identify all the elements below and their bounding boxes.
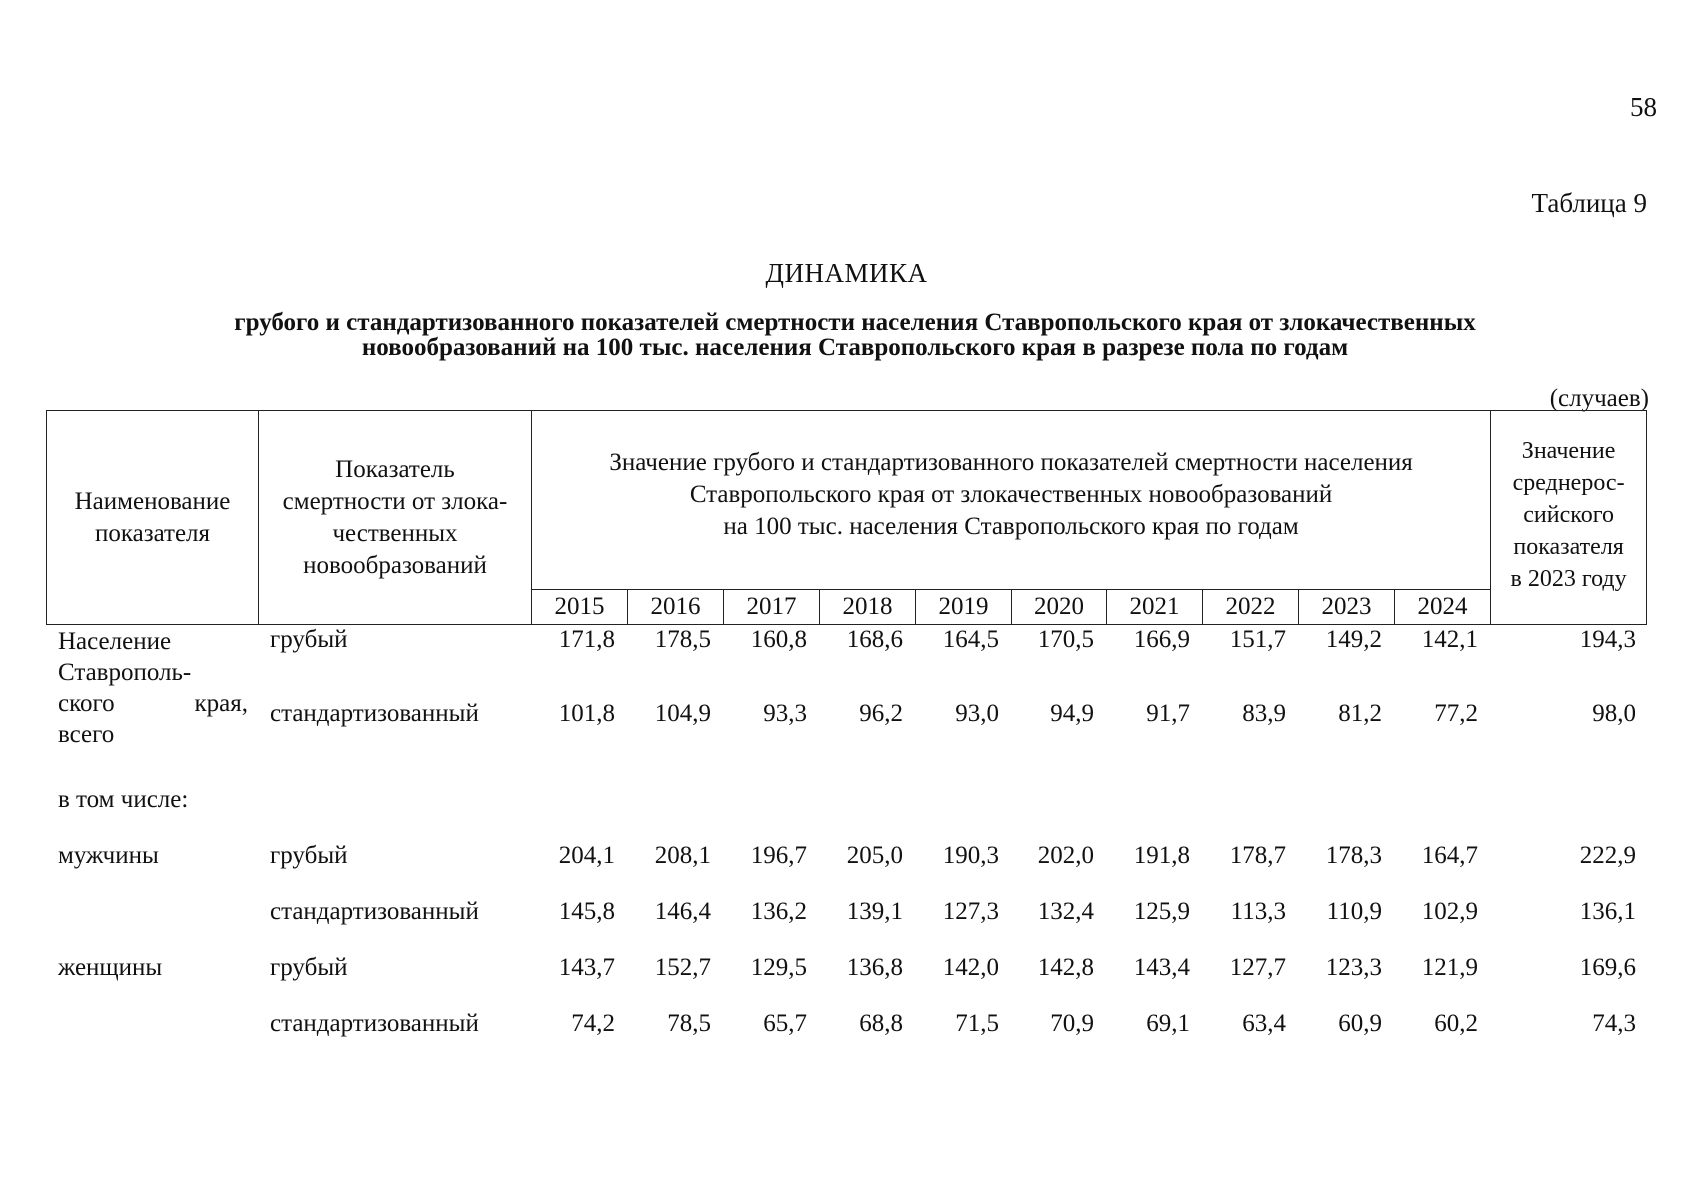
year-header: 2019 xyxy=(916,590,1012,625)
year-header: 2018 xyxy=(820,590,916,625)
value-cell: 69,1 xyxy=(1146,1010,1190,1037)
indicator-cell: грубый xyxy=(270,842,348,869)
header-indicator-line: Показатель xyxy=(335,455,455,483)
year-header: 2023 xyxy=(1299,590,1395,625)
value-cell: 78,5 xyxy=(667,1010,711,1037)
value-cell: 132,4 xyxy=(1037,898,1094,925)
value-cell: 151,7 xyxy=(1229,626,1286,653)
value-cell: 127,3 xyxy=(942,898,999,925)
table-row xyxy=(46,954,1646,1010)
table-row xyxy=(46,700,1646,786)
value-cell: 110,9 xyxy=(1326,898,1382,925)
indicator-cell: стандартизованный xyxy=(270,898,479,925)
table-row xyxy=(46,842,1646,898)
value-cell: 93,0 xyxy=(955,700,999,727)
value-cell: 101,8 xyxy=(558,700,615,727)
value-cell: 96,2 xyxy=(859,700,903,727)
value-cell: 190,3 xyxy=(942,842,999,869)
value-cell: 125,9 xyxy=(1133,898,1190,925)
document-subtitle xyxy=(170,310,1540,360)
table-header xyxy=(46,410,1647,625)
region-name-word: ского xyxy=(58,690,115,717)
header-indicator-line: смертности от злока- xyxy=(282,487,508,515)
header-values-line: на 100 тыс. населения Ставропольского края по годам xyxy=(723,513,1299,540)
value-cell: 63,4 xyxy=(1242,1010,1286,1037)
table-body xyxy=(46,626,1646,1066)
header-indicator-cell xyxy=(259,411,532,625)
value-cell: 170,5 xyxy=(1037,626,1094,653)
row-group-label: женщины xyxy=(58,954,163,981)
value-cell: 164,7 xyxy=(1421,842,1478,869)
region-name-cell xyxy=(46,626,258,786)
value-cell: 143,7 xyxy=(558,954,615,981)
table-row xyxy=(46,786,1646,842)
value-cell: 168,6 xyxy=(846,626,903,653)
value-cell: 204,1 xyxy=(558,842,615,869)
subtitle-line-1: грубого и стандартизованного показателей смертности населения Ставропольского края от злокачественных xyxy=(234,309,1476,336)
value-cell: 71,5 xyxy=(955,1010,999,1037)
value-cell: 205,0 xyxy=(846,842,903,869)
region-name-line: Население xyxy=(58,628,172,655)
header-russia-line: сийского xyxy=(1523,501,1614,528)
value-cell: 143,4 xyxy=(1133,954,1190,981)
region-name-line: всего xyxy=(58,721,115,748)
value-cell: 94,9 xyxy=(1050,700,1094,727)
year-header: 2022 xyxy=(1203,590,1299,625)
value-cell: 142,0 xyxy=(942,954,999,981)
header-russia-line: в 2023 году xyxy=(1510,565,1627,592)
header-russia-line: Значение xyxy=(1521,437,1616,464)
value-cell: 113,3 xyxy=(1230,898,1286,925)
value-cell: 81,2 xyxy=(1338,700,1382,727)
russia-value-cell: 74,3 xyxy=(1592,1010,1636,1037)
value-cell: 196,7 xyxy=(750,842,807,869)
year-header: 2024 xyxy=(1395,590,1491,625)
value-cell: 145,8 xyxy=(558,898,615,925)
value-cell: 74,2 xyxy=(571,1010,615,1037)
header-russia-line: среднерос- xyxy=(1512,469,1625,496)
units-label: (случаев) xyxy=(1549,385,1649,412)
value-cell: 166,9 xyxy=(1133,626,1190,653)
indicator-cell: стандартизованный xyxy=(270,1010,479,1037)
value-cell: 139,1 xyxy=(846,898,903,925)
value-cell: 127,7 xyxy=(1229,954,1286,981)
row-group-label: мужчины xyxy=(58,842,159,869)
value-cell: 123,3 xyxy=(1325,954,1382,981)
header-values-line: Ставропольского края от злокачественных новообразований xyxy=(689,481,1333,508)
value-cell: 91,7 xyxy=(1146,700,1190,727)
value-cell: 171,8 xyxy=(558,626,615,653)
value-cell: 68,8 xyxy=(859,1010,903,1037)
header-name-line: показателя xyxy=(94,519,211,547)
subtitle-line-2: новообразований на 100 тыс. населения Ставропольского края в разрезе пола по годам xyxy=(361,334,1349,361)
value-cell: 178,5 xyxy=(654,626,711,653)
value-cell: 60,9 xyxy=(1338,1010,1382,1037)
value-cell: 136,2 xyxy=(750,898,807,925)
year-header: 2015 xyxy=(532,590,628,625)
row-group-label xyxy=(46,1010,258,1066)
region-name-line xyxy=(58,688,248,719)
value-cell: 83,9 xyxy=(1242,700,1286,727)
value-cell: 178,3 xyxy=(1325,842,1382,869)
document-title: ДИНАМИКА xyxy=(765,258,928,288)
header-values-cell xyxy=(532,411,1491,590)
value-cell: 129,5 xyxy=(750,954,807,981)
indicator-cell: грубый xyxy=(270,954,348,981)
russia-value-cell: 194,3 xyxy=(1579,626,1636,653)
page-number: 58 xyxy=(1630,92,1657,122)
region-name-line: Ставрополь- xyxy=(58,659,192,686)
header-russia-line: показателя xyxy=(1513,533,1624,560)
table-row xyxy=(46,626,1646,700)
year-header: 2016 xyxy=(628,590,724,625)
header-indicator-line: новообразований xyxy=(303,551,487,579)
year-header: 2021 xyxy=(1107,590,1203,625)
value-cell: 142,8 xyxy=(1037,954,1094,981)
value-cell: 77,2 xyxy=(1434,700,1478,727)
value-cell: 60,2 xyxy=(1434,1010,1478,1037)
value-cell: 121,9 xyxy=(1421,954,1478,981)
value-cell: 102,9 xyxy=(1421,898,1478,925)
russia-value-cell: 98,0 xyxy=(1592,700,1636,727)
header-indicator-line: чественных xyxy=(332,519,458,547)
year-header: 2020 xyxy=(1012,590,1107,625)
value-cell: 93,3 xyxy=(763,700,807,727)
value-cell: 149,2 xyxy=(1325,626,1382,653)
header-values-line: Значение грубого и стандартизованного показателей смертности населения xyxy=(609,449,1413,476)
value-cell: 202,0 xyxy=(1037,842,1094,869)
year-header: 2017 xyxy=(724,590,820,625)
indicator-cell: грубый xyxy=(270,626,348,653)
table-row xyxy=(46,1010,1646,1066)
table-row xyxy=(46,898,1646,954)
value-cell: 70,9 xyxy=(1050,1010,1094,1037)
value-cell: 208,1 xyxy=(654,842,711,869)
value-cell: 152,7 xyxy=(654,954,711,981)
value-cell: 65,7 xyxy=(763,1010,807,1037)
including-label: в том числе: xyxy=(58,786,189,813)
header-russia-cell xyxy=(1491,411,1647,625)
value-cell: 104,9 xyxy=(654,700,711,727)
russia-value-cell: 136,1 xyxy=(1579,898,1636,925)
russia-value-cell: 169,6 xyxy=(1579,954,1636,981)
region-name-word: края, xyxy=(194,690,248,717)
table-label: Таблица 9 xyxy=(1531,188,1647,218)
value-cell: 136,8 xyxy=(846,954,903,981)
value-cell: 146,4 xyxy=(654,898,711,925)
header-name-line: Наименование xyxy=(74,487,231,515)
russia-value-cell: 222,9 xyxy=(1579,842,1636,869)
value-cell: 178,7 xyxy=(1229,842,1286,869)
row-group-label xyxy=(46,898,258,954)
value-cell: 164,5 xyxy=(942,626,999,653)
header-name-cell xyxy=(47,411,259,625)
value-cell: 191,8 xyxy=(1133,842,1190,869)
indicator-cell: стандартизованный xyxy=(270,700,479,727)
value-cell: 160,8 xyxy=(750,626,807,653)
value-cell: 142,1 xyxy=(1421,626,1478,653)
